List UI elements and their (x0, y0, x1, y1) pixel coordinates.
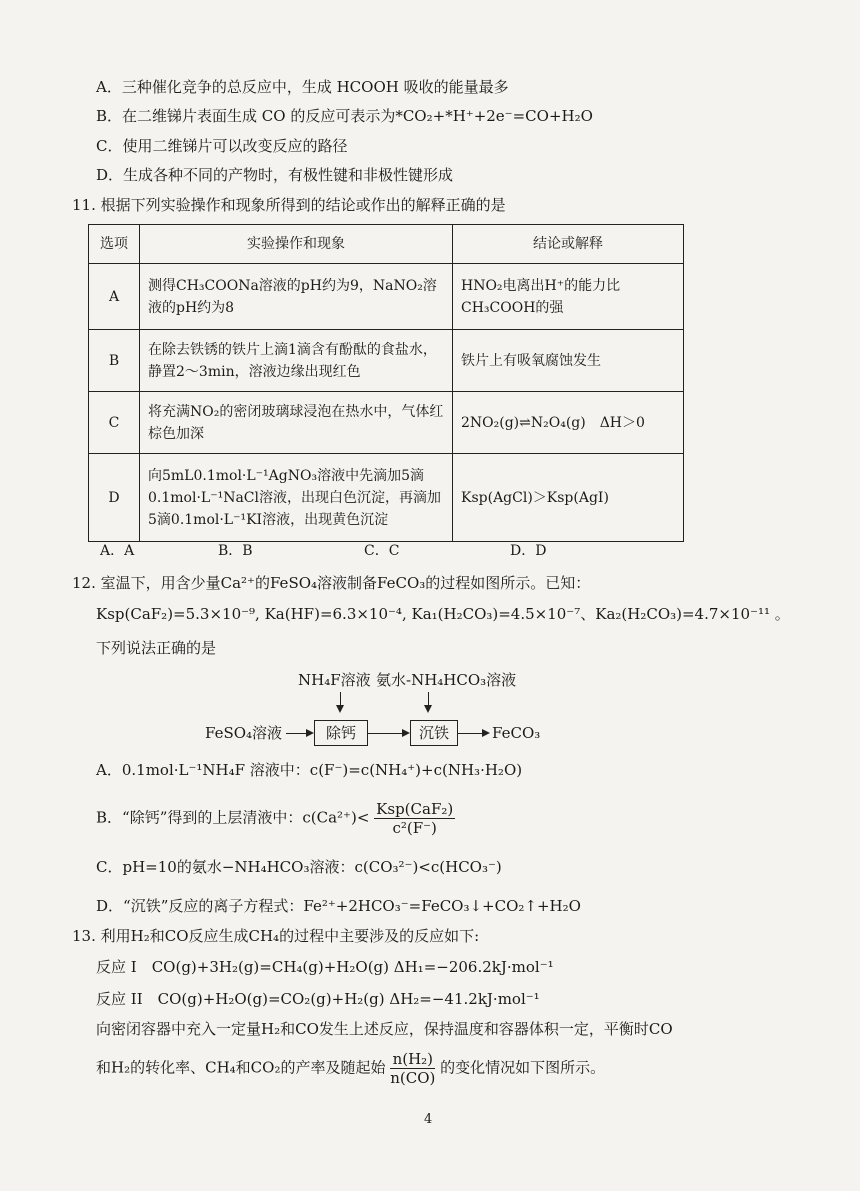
q12-option-a: A．0.1mol·L⁻¹NH₄F 溶液中：c(F⁻)=c(NH₄⁺)+c(NH₃·H₂O) (96, 761, 523, 779)
q13-reaction-2: 反应 II CO(g)+H₂O(g)=CO₂(g)+H₂(g) ΔH₂=−41.2kJ·mol⁻¹ (96, 990, 540, 1008)
table-header-row (89, 225, 684, 264)
q12-option-d: D．“沉铁”反应的离子方程式：Fe²⁺+2HCO₃⁻=FeCO₃↓+CO₂↑+H₂O (96, 897, 581, 915)
row-operation: 向5mL0.1mol·L⁻¹AgNO₃溶液中先滴加5滴0.1mol·L⁻¹NaCl溶液，出现白色沉淀，再滴加5滴0.1mol·L⁻¹KI溶液，出现黄色沉淀 (140, 454, 453, 542)
q12-prompt: 下列说法正确的是 (96, 639, 217, 657)
reagent-nh4f: NH₄F溶液 (298, 671, 371, 689)
header-option: 选项 (89, 225, 140, 264)
row-option: B (89, 330, 140, 392)
row-option: A (89, 264, 140, 330)
fraction-numerator: n(H₂) (390, 1050, 435, 1069)
arrow-shaft (428, 692, 429, 706)
arrow-shaft (368, 733, 404, 734)
table-row (89, 454, 684, 542)
row-conclusion: Ksp(AgCl)＞Ksp(AgI) (453, 454, 684, 542)
page-number: 4 (424, 1112, 433, 1127)
arrow-right-icon (402, 729, 410, 737)
fraction-denominator: n(CO) (390, 1069, 436, 1087)
product: FeCO₃ (492, 724, 541, 742)
table-row (89, 264, 684, 330)
q10-option-a: A．三种催化竞争的总反应中，生成 HCOOH 吸收的能量最多 (96, 78, 509, 96)
q11-table (88, 224, 684, 542)
q11-stem: 11. 根据下列实验操作和现象所得到的结论或作出的解释正确的是 (72, 196, 506, 214)
row-option: D (89, 454, 140, 542)
q12-stem: 12. 室温下，用含少量Ca²⁺的FeSO₄溶液制备FeCO₃的过程如图所示。已知： (72, 574, 591, 592)
row-option: C (89, 392, 140, 454)
answer-c: C．C (364, 543, 400, 559)
arrow-shaft (458, 733, 484, 734)
arrow-right-icon (482, 729, 490, 737)
reagent-ammonia: 氨水-NH₄HCO₃溶液 (376, 671, 517, 689)
q12-constants: Ksp(CaF₂)=5.3×10⁻⁹, Ka(HF)=6.3×10⁻⁴, Ka₁(H₂CO₃)=4.5×10⁻⁷、Ka₂(H₂CO₃)=4.7×10⁻¹¹ 。 (96, 605, 790, 623)
fraction-denominator: c²(F⁻) (392, 819, 437, 837)
q13-text-1: 向密闭容器中充入一定量H₂和CO发生上述反应，保持温度和容器体积一定，平衡时CO (96, 1020, 673, 1038)
q10-option-c: C．使用二维锑片可以改变反应的路径 (96, 137, 348, 155)
row-conclusion: HNO₂电离出H⁺的能力比CH₃COOH的强 (453, 264, 684, 330)
row-operation: 在除去铁锈的铁片上滴1滴含有酚酞的食盐水，静置2～3min，溶液边缘出现红色 (140, 330, 453, 392)
option-b-text: B．“除钙”得到的上层清液中：c(Ca²⁺)< (96, 808, 370, 827)
header-conclusion: 结论或解释 (453, 225, 684, 264)
header-operation: 实验操作和现象 (140, 225, 453, 264)
step-precipitate-iron: 沉铁 (410, 720, 458, 746)
arrow-shaft (340, 692, 341, 706)
arrow-right-icon (306, 729, 314, 737)
row-operation: 测得CH₃COONa溶液的pH约为9，NaNO₂溶液的pH约为8 (140, 264, 453, 330)
q12-option-c: C．pH=10的氨水−NH₄HCO₃溶液：c(CO₃²⁻)<c(HCO₃⁻) (96, 858, 502, 876)
q13-reaction-1: 反应 I CO(g)+3H₂(g)=CH₄(g)+H₂O(g) ΔH₁=−206.2kJ·mol⁻¹ (96, 958, 554, 976)
row-conclusion: 2NO₂(g)⇌N₂O₄(g) ΔH＞0 (453, 392, 684, 454)
arrow-shaft (286, 733, 308, 734)
answer-b: B．B (218, 543, 253, 559)
start-solution: FeSO₄溶液 (205, 724, 283, 742)
q13-stem: 13. 利用H₂和CO反应生成CH₄的过程中主要涉及的反应如下: (72, 927, 480, 945)
table-row (89, 330, 684, 392)
row-operation: 将充满NO₂的密闭玻璃球浸泡在热水中，气体红棕色加深 (140, 392, 453, 454)
q13-text-2-post: 的变化情况如下图所示。 (440, 1058, 606, 1077)
table-row (89, 392, 684, 454)
q10-option-b: B．在二维锑片表面生成 CO 的反应可表示为*CO₂+*H⁺+2e⁻=CO+H₂O (96, 107, 593, 125)
fraction-numerator: Ksp(CaF₂) (376, 800, 454, 818)
fraction (374, 800, 455, 837)
step-remove-calcium: 除钙 (314, 720, 368, 746)
fraction (390, 1050, 435, 1087)
arrow-down-icon (336, 705, 344, 713)
answer-a: A．A (100, 543, 135, 559)
arrow-down-icon (424, 705, 432, 713)
q10-option-d: D．生成各种不同的产物时，有极性键和非极性键形成 (96, 166, 454, 184)
row-conclusion: 铁片上有吸氧腐蚀发生 (453, 330, 684, 392)
q13-text-2 (96, 1050, 605, 1087)
q12-option-b (96, 800, 455, 837)
answer-d: D．D (510, 543, 547, 559)
q13-text-2-pre: 和H₂的转化率、CH₄和CO₂的产率及随起始 (96, 1058, 386, 1077)
